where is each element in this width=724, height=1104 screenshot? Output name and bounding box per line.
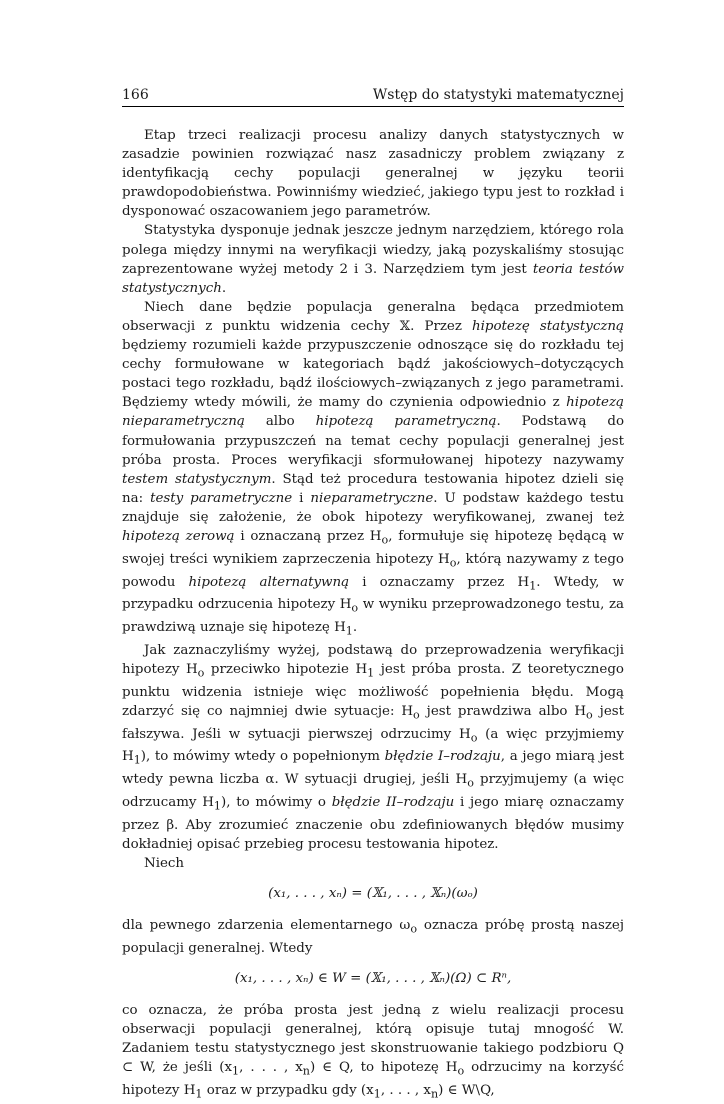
running-title: Wstęp do statystyki matematycznej xyxy=(372,87,624,103)
paragraph-5: Niech xyxy=(144,855,185,871)
paragraph-3: Niech dane będzie populacja generalna będąca przedmiotem obserwacji z punktu widzenia cechy 𝕏. Przez hipotezę statystyczną będziemy rozumieli każde przypuszczenie odnoszące się do rozkładu tej cechy formułowane w kategoriach bądź jakościowych–dotyczących postaci tego rozkładu, bądź ilościowych–związanych z jego parametrami. Będziemy wtedy mówili, że mamy do czynienia odpowiednio z hipotezą nieparametryczną albo hipotezą parametryczną. Podstawą do formułowania przypuszczeń na temat cechy populacji generalnej jest próba prosta. Proces weryfikacji sformułowanej hipotezy nazywamy testem statystycznym. Stąd też procedura testowania hipotez dzieli się na: testy parametryczne i nieparametryczne. U podstaw każdego testu znajduje się założenie, że obok hipotezy weryfikowanej, zwanej też hipotezą zerową i oznaczaną przez $H_o$, formułuje się hipotezę będącą w swojej treści wynikiem zaprzeczenia hipotezy $H_o$, którą nazywamy z tego powodu hipotezą alternatywną i oznaczamy przez $H_1$. Wtedy, w przypadku odrzucenia hipotezy $H_o$ w wyniku przeprowadzonego testu, za prawdziwą uznaje się hipotezę $H_1$. xyxy=(122,299,625,638)
paragraph-7: co oznacza, że próba prosta jest jedną z wielu realizacji procesu obserwacji populacji generalnej, którą opisuje tutaj mnogość W. Zadaniem testu statystycznego jest skonstruowanie takiego podzbioru Q ⊂ W, że jeśli ($x_1$, . . . , $x_n$) ∈ Q, to hipotezę $H_o$ odrzucimy na korzyść hipotezy $H_1$ oraz w przypadku gdy ($x_1$, . . . , $x_n$) ∈ W\Q, xyxy=(122,1002,624,1101)
paragraph-2: Statystyka dysponuje jednak jeszcze jednym narzędziem, którego rola polega między innymi na weryfikacji wiedzy, jaką pozyskaliśmy stosując zaprezentowane wyżej metody 2 i 3. Narzędziem tym jest teoria testów statystycznych. xyxy=(122,223,624,296)
page-body xyxy=(122,126,624,1104)
equation-sample: (x₁, . . . , xₙ) = (𝕏₁, . . . , 𝕏ₙ)(ωₒ) xyxy=(268,885,478,901)
header-rule xyxy=(122,106,624,107)
page-number: 166 xyxy=(122,87,149,103)
page-header xyxy=(122,86,624,104)
equation-sample-space: (x₁, . . . , xₙ) ∈ W = (𝕏₁, . . . , 𝕏ₙ)(Ω) ⊂ Rⁿ, xyxy=(234,970,512,986)
paragraph-6: dla pewnego zdarzenia elementarnego $\omega_o$ oznacza próbę prostą naszej populacji generalnej. Wtedy xyxy=(122,917,624,956)
paragraph-4: Jak zaznaczyliśmy wyżej, podstawą do przeprowadzenia weryfikacji hipotezy $H_o$ przeciwko hipotezie $H_1$ jest próba prosta. Z teoretycznego punktu widzenia istnieje więc możliwość popełnienia błędu. Mogą zdarzyć się co najmniej dwie sytuacje: $H_o$ jest prawdziwa albo $H_o$ jest fałszywa. Jeśli w sytuacji pierwszej odrzucimy $H_o$ (a więc przyjmiemy $H_1$), to mówimy wtedy o popełnionym błędzie I–rodzaju, a jego miarą jest wtedy pewna liczba α. W sytuacji drugiej, jeśli $H_o$ przyjmujemy (a więc odrzucamy $H_1$), to mówimy o błędzie II–rodzaju i jego miarę oznaczamy przez β. Aby zrozumieć znaczenie obu zdefiniowanych błędów musimy dokładniej opisać przebieg procesu testowania hipotez. xyxy=(122,642,624,852)
paragraph-1: Etap trzeci realizacji procesu analizy danych statystycznych w zasadzie powinien rozwiązać nasz zasadniczy problem związany z identyfikacją cechy populacji generalnej w języku teorii prawdopodobieństwa. Powinniśmy wiedzieć, jakiego typu jest to rozkład i dysponować oszacowaniem jego parametrów. xyxy=(122,128,624,220)
